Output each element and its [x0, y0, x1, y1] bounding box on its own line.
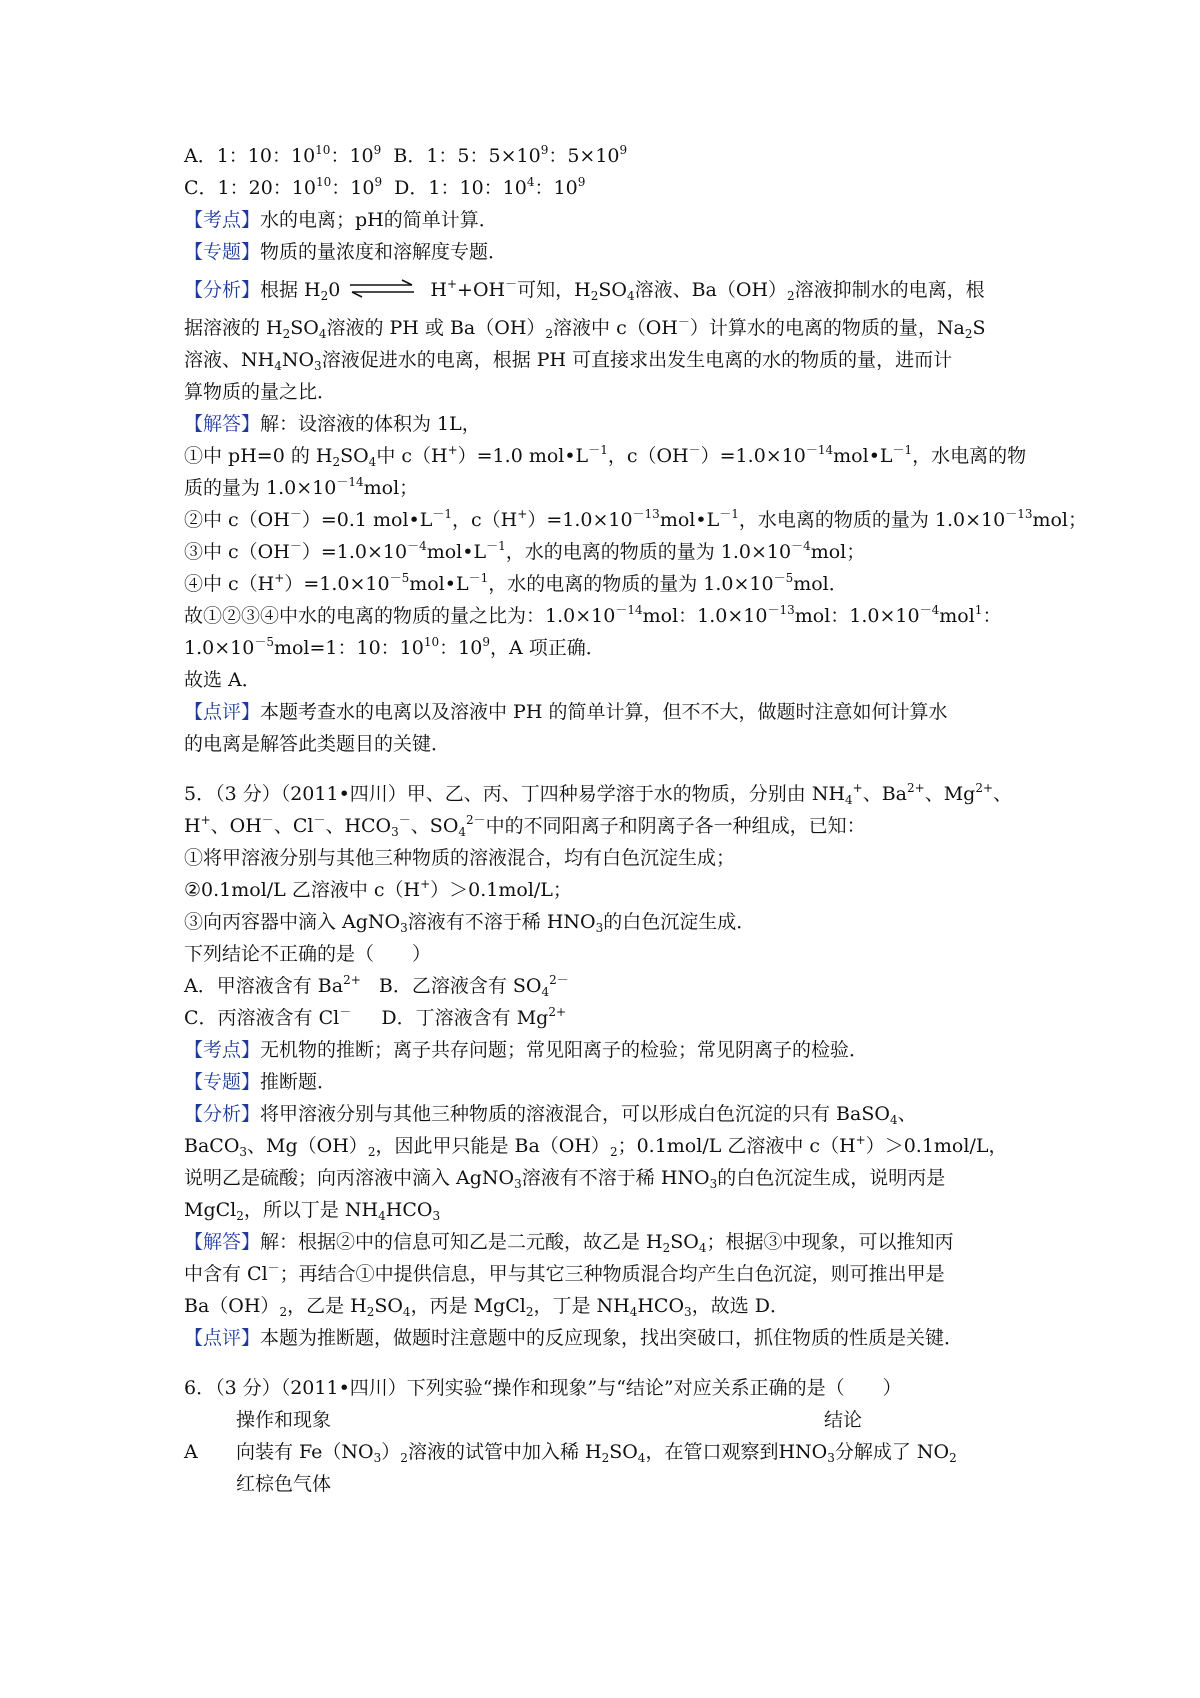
q6-row-a — [184, 1436, 1044, 1468]
analysis-post: H++OH－可知，$H_2SO_4$溶液、$Ba(OH)_2$溶液抑制水的电离，根 — [424, 277, 985, 303]
q5-line-1: H+、OH－、Cl－、$HCO_3^-$、$SO_4^{2-}$中的不同阳离子和阴离子各一种组成，已知： — [184, 813, 866, 839]
q6-row-a-operation: 向装有 $Fe(NO_3)_2$溶液的试管中加入稀 $H_2SO_4$，在管口观察到 — [236, 1441, 779, 1465]
q4-head-line-1: C．1：20：$10^{10}$：$10^9$ D．1：10：$10^4$：$10^9$ — [184, 175, 586, 199]
q6-row-a-operation-2: 红棕色气体 — [236, 1473, 332, 1495]
q6-row-a-label: A — [184, 1441, 198, 1463]
q4-body-line-0: 据溶液的 $H_2SO_4$溶液的 PH 或 $Ba(OH)_2$溶液中 c（OH－）计算水的电离的物质的量，$Na_2S$ — [184, 315, 986, 341]
q4-head-line-2: 【考点】水的电离；pH的简单计算． — [184, 209, 498, 231]
equilibrium-arrow-icon — [348, 277, 416, 299]
q6-title: 6．（3 分）（2011•四川）下列实验“操作和现象”与“结论”对应关系正确的是（ ） — [184, 1377, 902, 1399]
q4-body-line-12: 【点评】本题考查水的电离以及溶液中 PH 的简单计算，但不不大，做题时注意如何计算水 — [184, 701, 948, 723]
q5-line-4: ③向丙容器中滴入 AgNO$_3$溶液有不溶于稀 $HNO_3$的白色沉淀生成． — [184, 911, 756, 935]
q4-body-line-9: 故①②③④中水的电离的物质的量之比为：$1.0\times 10^{-14}mol$：$1.0\times 10^{-13}mol$：$1.0\times 10^{-4}mol^1$： — [184, 603, 1002, 627]
q4-body-line-13: 的电离是解答此类题目的关键． — [184, 733, 451, 755]
q4-head-line-0: A．1：10：$10^{10}$：$10^9$ B．1：5：$5\times 10^9$：$5\times 10^9$ — [184, 143, 628, 167]
q4-body-line-2: 算物质的量之比． — [184, 381, 337, 403]
q5-line-9: 【专题】推断题． — [184, 1071, 337, 1093]
q5-line-11: BaCO$_3$、$Mg(OH)_2$，因此甲只能是 $Ba(OH)_2$；0.1mol/L 乙溶液中 c（H+）＞0.1mol/L， — [184, 1133, 1008, 1159]
q4-body-line-11: 故选 A． — [184, 669, 261, 691]
q5-line-17: 【点评】本题为推断题，做题时注意题中的反应现象，找出突破口，抓住物质的性质是关键． — [184, 1327, 964, 1349]
q6-row-a-conclusion: $HNO_3$分解成了 $NO_2$ — [778, 1441, 957, 1465]
q4-body-line-6: ②中 c（OH－）=0.1 $mol•L^{-1}$，$c(H^+)=1.0\times 10^{-13}mol•L^{-1}$，水电离的物质的量为 $1.0\times 10^{-13}mol$； — [184, 507, 1088, 531]
q4-body-line-1: 溶液、$NH_4NO_3$溶液促进水的电离，根据 PH 可直接求出发生电离的水的物质的量，进而计 — [184, 349, 953, 373]
q5-line-0: 5．（3 分）（2011•四川）甲、乙、丙、丁四种易学溶于水的物质，分别由 $NH_4^+$、$Ba^{2+}$、$Mg^{2+}$、 — [184, 781, 1013, 807]
q4-body-line-3: 【解答】解：设溶液的体积为 1L， — [184, 413, 481, 435]
q5-line-12: 说明乙是硫酸；向丙溶液中滴入 AgNO$_3$溶液有不溶于稀 $HNO_3$的白色沉淀生成，说明丙是 — [184, 1167, 946, 1191]
q5-line-13: MgCl$_2$，所以丁是 $NH_4HCO_3$ — [184, 1199, 441, 1223]
q5-line-15: 中含有 Cl－；再结合①中提供信息，甲与其它三种物质混合均产生白色沉淀，则可推出甲是 — [184, 1261, 945, 1285]
q4-solution — [184, 312, 1088, 760]
q6-col-conclusion: 结论 — [824, 1409, 863, 1431]
analysis-line: 【分析】根据 $H_20$ H++OH－可知，$H_2SO_4$溶液、$Ba(OH)_2$溶液抑制水的电离，根 — [184, 277, 985, 303]
analysis-tag: 【分析】 — [184, 279, 261, 301]
q4-body-line-8: ④中 $c(H^+)=1.0\times 10^{-5}mol•L^{-1}$，水的电离的物质的量为 $1.0\times 10^{-5}mol$． — [184, 571, 848, 595]
q5-line-5: 下列结论不正确的是（ ） — [184, 943, 432, 965]
document-page — [184, 140, 1088, 1500]
q6-table-header — [184, 1404, 1044, 1436]
q5-line-7: C．丙溶液含有 Cl－ D．丁溶液含有 $Mg^{2+}$ — [184, 1005, 567, 1029]
q5-line-2: ①将甲溶液分别与其他三种物质的溶液混合，均有白色沉淀生成； — [184, 847, 736, 869]
q4-body-line-4: ①中 pH=0 的 $H_2SO_4$中 c（H+）=1.0 $mol•L^{-1}$，$c(OH^-)=1.0\times 10^{-14}mol•L^{-1}$，水电离的物 — [184, 443, 1027, 469]
q4-head-line-3: 【专题】物质的量浓度和溶解度专题． — [184, 241, 508, 263]
q4-body-line-10: $1.0\times 10^{-5}mol=1$：10：$10^{10}$：$10^9$，A 项正确． — [184, 635, 605, 659]
q5-line-3: ②0.1mol/L 乙溶液中 c（H+）＞0.1mol/L； — [184, 877, 572, 901]
question-5 — [184, 778, 1044, 1354]
q5-line-16: $Ba(OH)_2$，乙是 $H_2SO_4$，丙是 MgCl$_2$，丁是 $NH_4HCO_3$，故选 D． — [184, 1295, 789, 1319]
q5-line-14: 【解答】解：根据②中的信息可知乙是二元酸，故乙是 $H_2SO_4$；根据③中现象，可以推知丙 — [184, 1231, 954, 1255]
q4-body-line-5: 质的量为 $1.0\times 10^{-14}mol$； — [184, 475, 419, 499]
analysis-pre: 根据 H — [260, 279, 321, 301]
q5-line-10: 【分析】将甲溶液分别与其他三种物质的溶液混合，可以形成白色沉淀的只有 BaSO$_4$、 — [184, 1103, 917, 1127]
q5-line-6: A．甲溶液含有 $Ba^{2+}$ B．乙溶液含有 $SO_4^{2-}$ — [184, 973, 569, 999]
q6-row-a-cont — [184, 1468, 1044, 1500]
q4-options-and-notes — [184, 140, 1044, 268]
q4-body-line-7: ③中 $c(OH^-)=1.0\times 10^{-4}mol•L^{-1}$，水的电离的物质的量为 $1.0\times 10^{-4}mol$； — [184, 539, 866, 563]
q5-line-8: 【考点】无机物的推断；离子共存问题；常见阳离子的检验；常见阴离子的检验． — [184, 1039, 869, 1061]
q6-col-operation: 操作和现象 — [236, 1409, 332, 1431]
